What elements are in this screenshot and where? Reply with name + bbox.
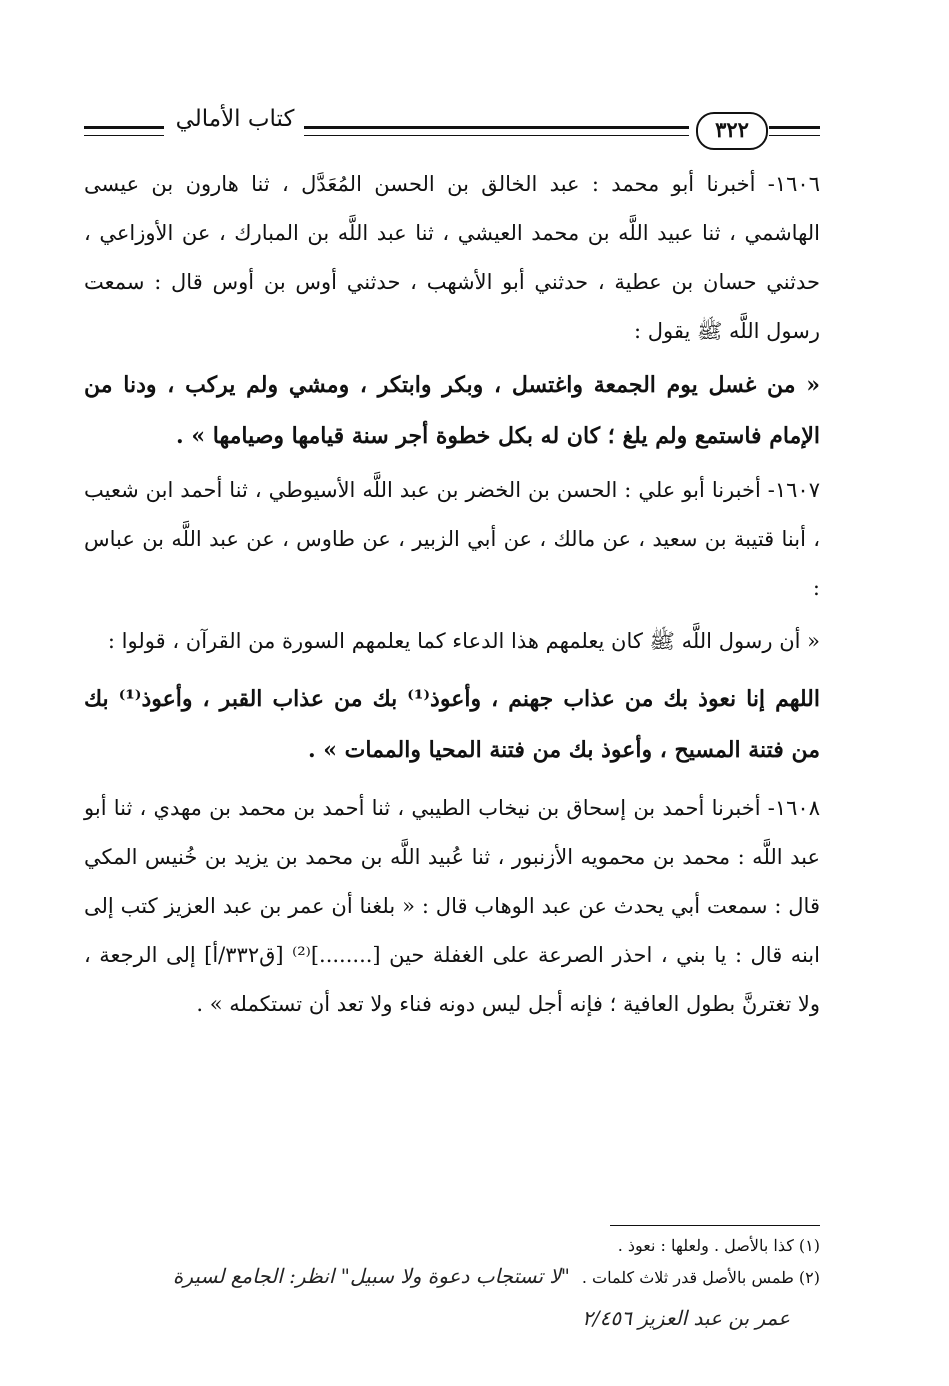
footnote-separator [610, 1225, 820, 1226]
hadith-1607-intro: « أن رسول اللَّه ﷺ كان يعلمهم هذا الدعاء كما يعلمهم السورة من القرآن ، قولوا : [107, 629, 820, 653]
footnote-1: (١) كذا بالأصل . ولعلها : نعوذ . [617, 1236, 820, 1255]
paragraph-1606: ١٦٠٦- أخبرنا أبو محمد : عبد الخالق بن الحسن المُعَدَّل ، ثنا هارون بن عيسى الهاشمي ، ثنا عبيد اللَّه بن محمد العيشي ، ثنا عبد اللَّه بن المبارك ، عن الأوزاعي ، حدثني حسان بن عطية ، حدثني أبو الأشهب ، حدثني أوس بن أوس قال : سمعت رسول اللَّه ﷺ يقول : [84, 172, 820, 343]
page-number: ٣٢٢ [696, 112, 768, 150]
handwritten-note-line-2: عمر بن عبد العزيز ٢/٤٥٦ [582, 1306, 790, 1330]
header-rule-right [769, 126, 820, 136]
handwritten-note-line-1: "لا تستجاب دعوة ولا سبيل" انظر: الجامع لسيرة [172, 1264, 570, 1288]
header-rule-left [84, 126, 164, 136]
page-header [84, 100, 820, 150]
paragraph-1607: ١٦٠٧- أخبرنا أبو علي : الحسن بن الخضر بن عبد اللَّه الأسيوطي ، ثنا أحمد ابن شعيب ، أبنا قتيبة بن سعيد ، عن مالك ، عن أبي الزبير ، عن طاوس ، عن عبد اللَّه بن عباس : [84, 478, 820, 600]
paragraph-1608: ١٦٠٨- أخبرنا أحمد بن إسحاق بن نيخاب الطيبي ، ثنا أحمد بن محمد بن مهدي ، ثنا أبو عبد اللَّه : محمد بن محمويه الأزنبور ، ثنا عُبيد اللَّه بن محمد بن يزيد بن خُنيس المكي قال : سمعت أبي يحدث عن عبد الوهاب قال : « بلغنا أن عمر بن عبد العزيز كتب إلى ابنه قال : يا بني ، احذر الصرعة على الغفلة حين [........]⁽²⁾ [ق٣٣٢/أ] إلى الرجعة ، ولا تغترنَّ بطول العافية ؛ فإنه أجل ليس دونه فناء ولا تعد أن تستكمله » . [84, 796, 820, 1016]
main-text [84, 160, 820, 1029]
book-title: كتاب الأمالي [175, 106, 295, 132]
header-rule-middle [304, 126, 689, 136]
hadith-1606: « من غسل يوم الجمعة واغتسل ، وبكر وابتكر ، ومشي ولم يركب ، ودنا من الإمام فاستمع ولم يلغ ؛ كان له بكل خطوة أجر سنة قيامها وصيامها » . [84, 372, 820, 449]
hadith-1607-dua: اللهم إنا نعوذ بك من عذاب جهنم ، وأعوذ⁽¹⁾ بك من عذاب القبر ، وأعوذ⁽¹⁾ بك من فتنة المسيح ، وأعوذ بك من فتنة المحيا والممات » . [84, 686, 820, 763]
footnote-2: (٢) طمس بالأصل قدر ثلاث كلمات . [581, 1268, 820, 1287]
